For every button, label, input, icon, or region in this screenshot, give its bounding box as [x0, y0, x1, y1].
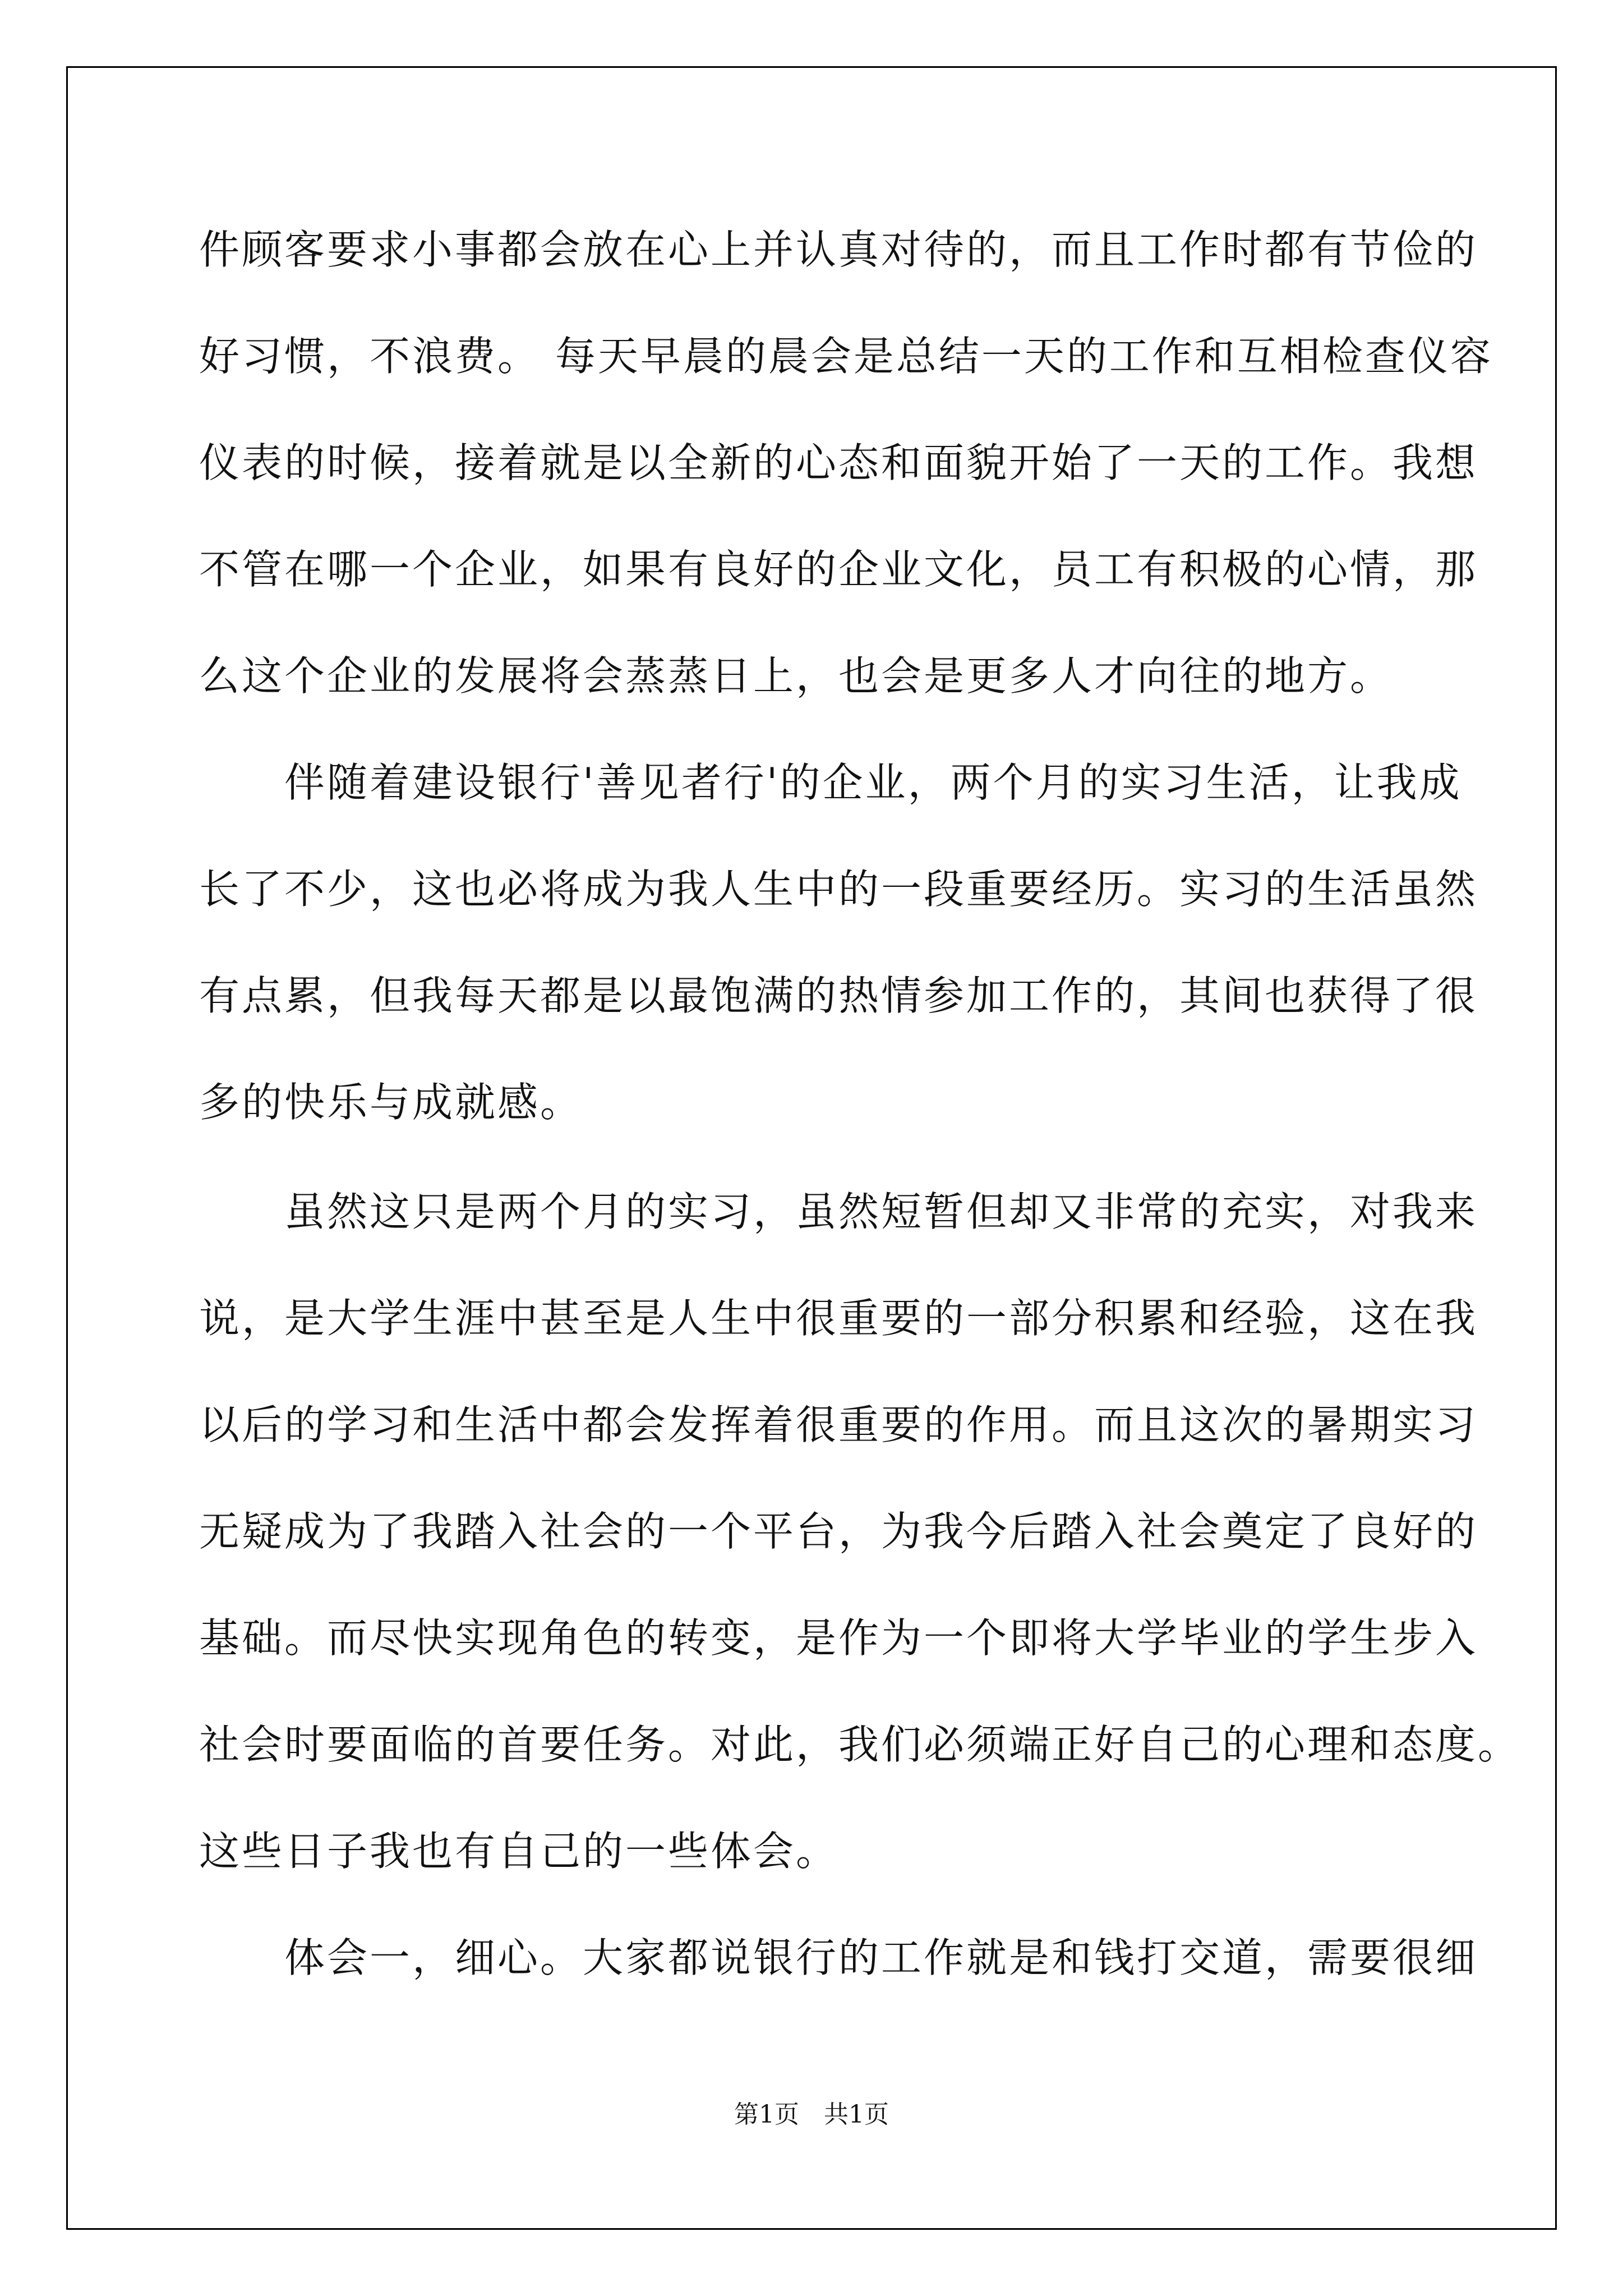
text-line: 虽然这只是两个月的实习，虽然短暂但却又非常的充实，对我来	[199, 1188, 1478, 1235]
text-line: 基础。而尽快实现角色的转变，是作为一个即将大学毕业的学生步入	[199, 1614, 1478, 1662]
text-line: 件顾客要求小事都会放在心上并认真对待的，而且工作时都有节俭的	[199, 226, 1478, 273]
text-line: 伴随着建设银行'善见者行'的企业，两个月的实习生活，让我成	[199, 759, 1462, 806]
text-line: 这些日子我也有自己的一些体会。	[199, 1828, 839, 1875]
text-line: 么这个企业的发展将会蒸蒸日上，也会是更多人才向往的地方。	[199, 652, 1393, 700]
text-line: 长了不少，这也必将成为我人生中的一段重要经历。实习的生活虽然	[199, 866, 1478, 913]
text-line: 无疑成为了我踏入社会的一个平台，为我今后踏入社会奠定了良好的	[199, 1508, 1478, 1555]
text-line: 有点累，但我每天都是以最饱满的热情参加工作的，其间也获得了很	[199, 972, 1478, 1019]
text-line: 社会时要面临的首要任务。对此，我们必须端正好自己的心理和态度。	[199, 1721, 1521, 1768]
page-border	[66, 66, 1557, 2230]
text-line: 说，是大学生涯中甚至是人生中很重要的一部分积累和经验，这在我	[199, 1295, 1478, 1342]
text-line: 体会一，细心。大家都说银行的工作就是和钱打交道，需要很细	[199, 1934, 1478, 1981]
text-line: 不管在哪一个企业，如果有良好的企业文化，员工有积极的心情，那	[199, 546, 1478, 593]
text-line: 多的快乐与成就感。	[199, 1079, 583, 1126]
text-line: 以后的学习和生活中都会发挥着很重要的作用。而且这次的暑期实习	[199, 1401, 1478, 1448]
text-line: 好习惯，不浪费。 每天早晨的晨会是总结一天的工作和互相检查仪容	[199, 333, 1493, 380]
text-line: 仪表的时候，接着就是以全新的心态和面貌开始了一天的工作。我想	[199, 439, 1478, 486]
page-number-footer: 第1页 共1页	[734, 2100, 889, 2129]
